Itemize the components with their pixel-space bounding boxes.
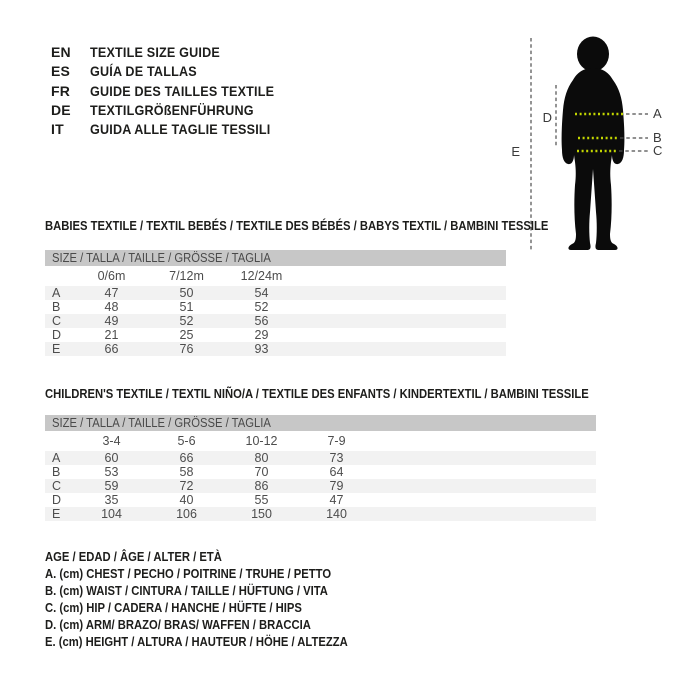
language-list: [51, 43, 295, 139]
table-row: [45, 286, 506, 300]
cell-value: 21: [104, 328, 119, 342]
cell-value: 47: [329, 493, 344, 507]
table-row: [45, 342, 506, 356]
language-label: GUIDE DES TAILLES TEXTILE: [90, 82, 275, 99]
column-header: 12/24m: [240, 269, 283, 283]
cell-value: 72: [179, 479, 194, 493]
column-header: 7/12m: [169, 269, 204, 283]
table-row: [45, 465, 596, 479]
cell-value: 56: [254, 314, 269, 328]
size-header-band: SIZE / TALLA / TAILLE / GRÖSSE / TAGLIA: [45, 250, 506, 266]
cell-value: 79: [329, 479, 344, 493]
legend-item: E. (cm) HEIGHT / ALTURA / HAUTEUR / HÖHE / ALTEZZA: [45, 635, 348, 649]
cell-value: 51: [179, 300, 194, 314]
row-label: D: [52, 493, 62, 507]
row-label: C: [52, 314, 62, 328]
children-size-table: [45, 415, 596, 521]
table-row: [45, 507, 596, 521]
language-code: ES: [51, 63, 71, 80]
table-row: [45, 300, 506, 314]
legend-item: A. (cm) CHEST / PECHO / POITRINE / TRUHE / PETTO: [45, 567, 332, 581]
cell-value: 106: [176, 507, 197, 521]
cell-value: 76: [179, 342, 194, 356]
column-header: 5-6: [177, 434, 196, 448]
row-label: E: [52, 507, 61, 521]
marker-label-c: C: [653, 143, 663, 158]
language-code: DE: [51, 101, 71, 118]
language-code: IT: [51, 121, 64, 138]
cell-value: 53: [104, 465, 119, 479]
table-row: [45, 328, 506, 342]
cell-value: 29: [254, 328, 269, 342]
child-head: [577, 37, 609, 72]
cell-value: 80: [254, 451, 269, 465]
language-code: EN: [51, 44, 71, 60]
cell-value: 54: [254, 286, 269, 300]
cell-value: 47: [104, 286, 119, 300]
cell-value: 52: [179, 314, 194, 328]
cell-value: 60: [104, 451, 119, 465]
measurement-legend: [45, 549, 381, 651]
cell-value: 50: [179, 286, 194, 300]
babies-size-table: [45, 250, 506, 356]
language-label: TEXTILE SIZE GUIDE: [90, 44, 220, 60]
cell-value: 140: [326, 507, 347, 521]
language-row: [51, 82, 295, 101]
legend-item: C. (cm) HIP / CADERA / HANCHE / HÜFTE / HIPS: [45, 601, 302, 615]
cell-value: 49: [104, 314, 119, 328]
language-row: [51, 62, 295, 81]
cell-value: 73: [329, 451, 344, 465]
language-row: [51, 120, 295, 139]
legend-item: B. (cm) WAIST / CINTURA / TAILLE / HÜFTUNG / VITA: [45, 584, 328, 598]
marker-label-b: B: [653, 130, 662, 145]
legend-item: D. (cm) ARM/ BRAZO/ BRAS/ WAFFEN / BRACCIA: [45, 618, 311, 632]
children-table-title: CHILDREN'S TEXTILE / TEXTIL NIÑO/A / TEXTILE DES ENFANTS / KINDERTEXTIL / BAMBINI TESSILE: [45, 387, 589, 401]
column-header: 10-12: [245, 434, 278, 448]
cell-value: 40: [179, 493, 194, 507]
cell-value: 104: [101, 507, 122, 521]
table-row: [45, 451, 596, 465]
language-label: GUIDA ALLE TAGLIE TESSILI: [90, 121, 271, 138]
cell-value: 150: [251, 507, 272, 521]
cell-value: 64: [329, 465, 344, 479]
cell-value: 86: [254, 479, 269, 493]
cell-value: 35: [104, 493, 119, 507]
cell-value: 58: [179, 465, 194, 479]
cell-value: 93: [254, 342, 269, 356]
cell-value: 25: [179, 328, 194, 342]
size-header-band: SIZE / TALLA / TAILLE / GRÖSSE / TAGLIA: [45, 415, 596, 431]
cell-value: 66: [104, 342, 119, 356]
column-header: 3-4: [102, 434, 121, 448]
column-header-row: [45, 266, 506, 286]
language-row: [51, 101, 295, 120]
table-row: [45, 493, 596, 507]
babies-table-title: BABIES TEXTILE / TEXTIL BEBÉS / TEXTILE DES BÉBÉS / BABYS TEXTIL / BAMBINI TESSILE: [45, 219, 549, 233]
row-label: E: [52, 342, 61, 356]
language-label: GUÍA DE TALLAS: [90, 63, 197, 80]
column-header-row: [45, 431, 596, 451]
cell-value: 52: [254, 300, 269, 314]
cell-value: 66: [179, 451, 194, 465]
row-label: A: [52, 451, 61, 465]
row-label: A: [52, 286, 61, 300]
language-code: FR: [51, 82, 71, 99]
row-label: C: [52, 479, 62, 493]
table-row: [45, 479, 596, 493]
cell-value: 59: [104, 479, 119, 493]
marker-label-d: D: [542, 110, 552, 125]
column-header: 0/6m: [97, 269, 126, 283]
language-row: [51, 43, 295, 62]
table-row: [45, 314, 506, 328]
row-label: B: [52, 465, 61, 479]
cell-value: 55: [254, 493, 269, 507]
row-label: B: [52, 300, 61, 314]
language-label: TEXTILGRÖßENFÜHRUNG: [90, 101, 254, 118]
row-label: D: [52, 328, 62, 342]
column-header: 7-9: [327, 434, 346, 448]
cell-value: 70: [254, 465, 269, 479]
legend-age-line: AGE / EDAD / ÂGE / ALTER / ETÀ: [45, 550, 222, 564]
marker-label-a: A: [653, 106, 662, 121]
cell-value: 48: [104, 300, 119, 314]
marker-label-e: E: [511, 144, 520, 159]
